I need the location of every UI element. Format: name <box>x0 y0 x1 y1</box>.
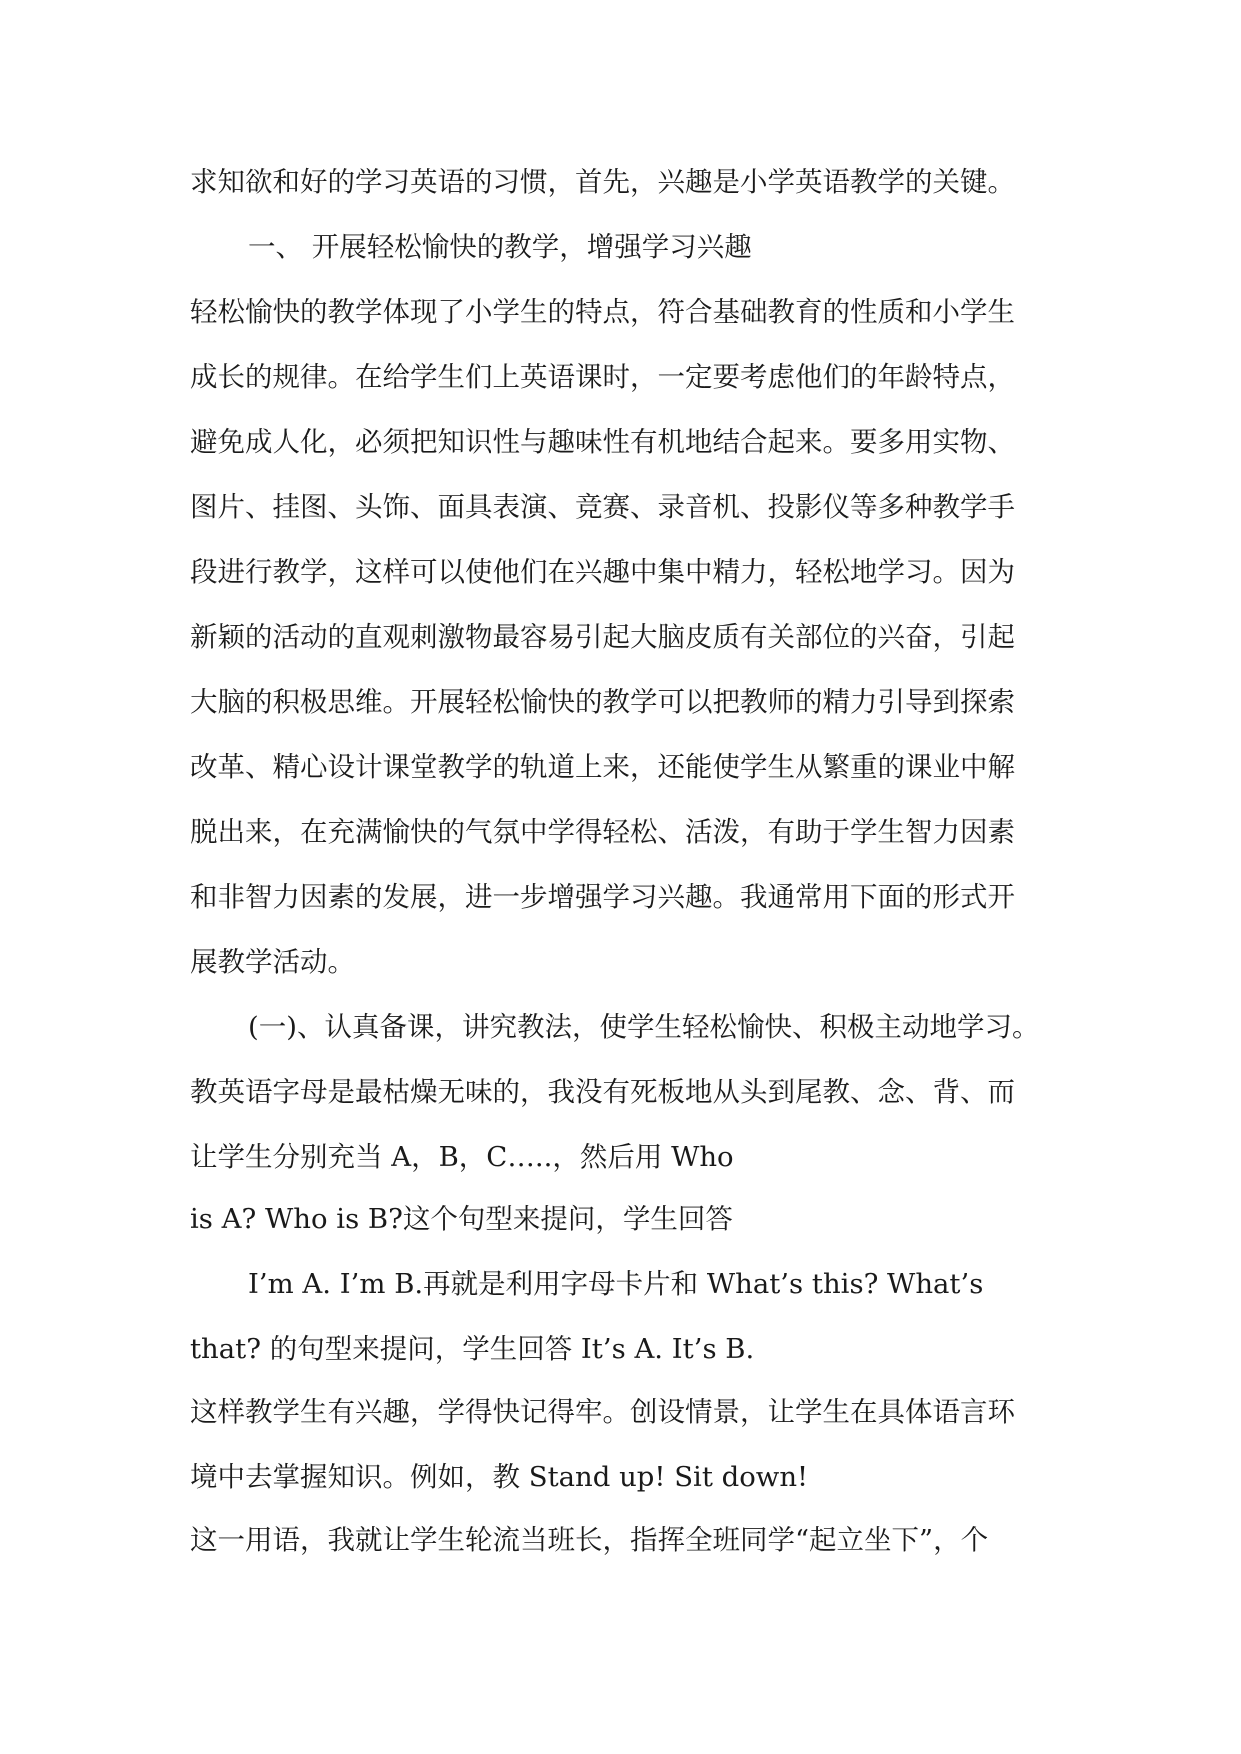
paragraph-line: I’m A. I’m B.再就是利用字母卡片和 What’s this? What’s <box>248 1268 984 1300</box>
paragraph-line: 求知欲和好的学习英语的习惯，首先，兴趣是小学英语教学的关键。 <box>190 166 1015 198</box>
paragraph-line: 和非智力因素的发展，进一步增强学习兴趣。我通常用下面的形式开 <box>190 881 1015 913</box>
subsection-heading: (一)、认真备课，讲究教法，使学生轻松愉快、积极主动地学习。 <box>248 1011 1040 1043</box>
paragraph-line: 教英语字母是最枯燥无味的，我没有死板地从头到尾教、念、背、而 <box>190 1076 1015 1108</box>
paragraph-line: 这一用语，我就让学生轮流当班长，指挥全班同学“起立坐下”，个 <box>190 1524 989 1556</box>
paragraph-line: 改革、精心设计课堂教学的轨道上来，还能使学生从繁重的课业中解 <box>190 751 1015 783</box>
paragraph-line: 图片、挂图、头饰、面具表演、竞赛、录音机、投影仪等多种教学手 <box>190 491 1015 523</box>
paragraph-line: 成长的规律。在给学生们上英语课时，一定要考虑他们的年龄特点， <box>190 361 1015 393</box>
paragraph-line: 展教学活动。 <box>190 946 355 978</box>
paragraph-line: is A? Who is B?这个句型来提问，学生回答 <box>190 1203 733 1235</box>
paragraph-line: 这样教学生有兴趣，学得快记得牢。创设情景，让学生在具体语言环 <box>190 1396 1015 1428</box>
paragraph-line: 轻松愉快的教学体现了小学生的特点，符合基础教育的性质和小学生 <box>190 296 1015 328</box>
paragraph-line: 新颖的活动的直观刺激物最容易引起大脑皮质有关部位的兴奋，引起 <box>190 621 1015 653</box>
paragraph-line: 避免成人化，必须把知识性与趣味性有机地结合起来。要多用实物、 <box>190 426 1015 458</box>
paragraph-line: that? 的句型来提问，学生回答 It’s A. It’s B. <box>190 1333 755 1365</box>
paragraph-line: 大脑的积极思维。开展轻松愉快的教学可以把教师的精力引导到探索 <box>190 686 1015 718</box>
paragraph-line: 脱出来，在充满愉快的气氛中学得轻松、活泼，有助于学生智力因素 <box>190 816 1015 848</box>
paragraph-line: 让学生分别充当 A，B，C…..，然后用 Who <box>190 1141 734 1173</box>
paragraph-line: 境中去掌握知识。例如，教 Stand up! Sit down! <box>190 1461 809 1493</box>
paragraph-line: 段进行教学，这样可以使他们在兴趣中集中精力，轻松地学习。因为 <box>190 556 1015 588</box>
section-heading: 一、 开展轻松愉快的教学，增强学习兴趣 <box>248 231 752 263</box>
